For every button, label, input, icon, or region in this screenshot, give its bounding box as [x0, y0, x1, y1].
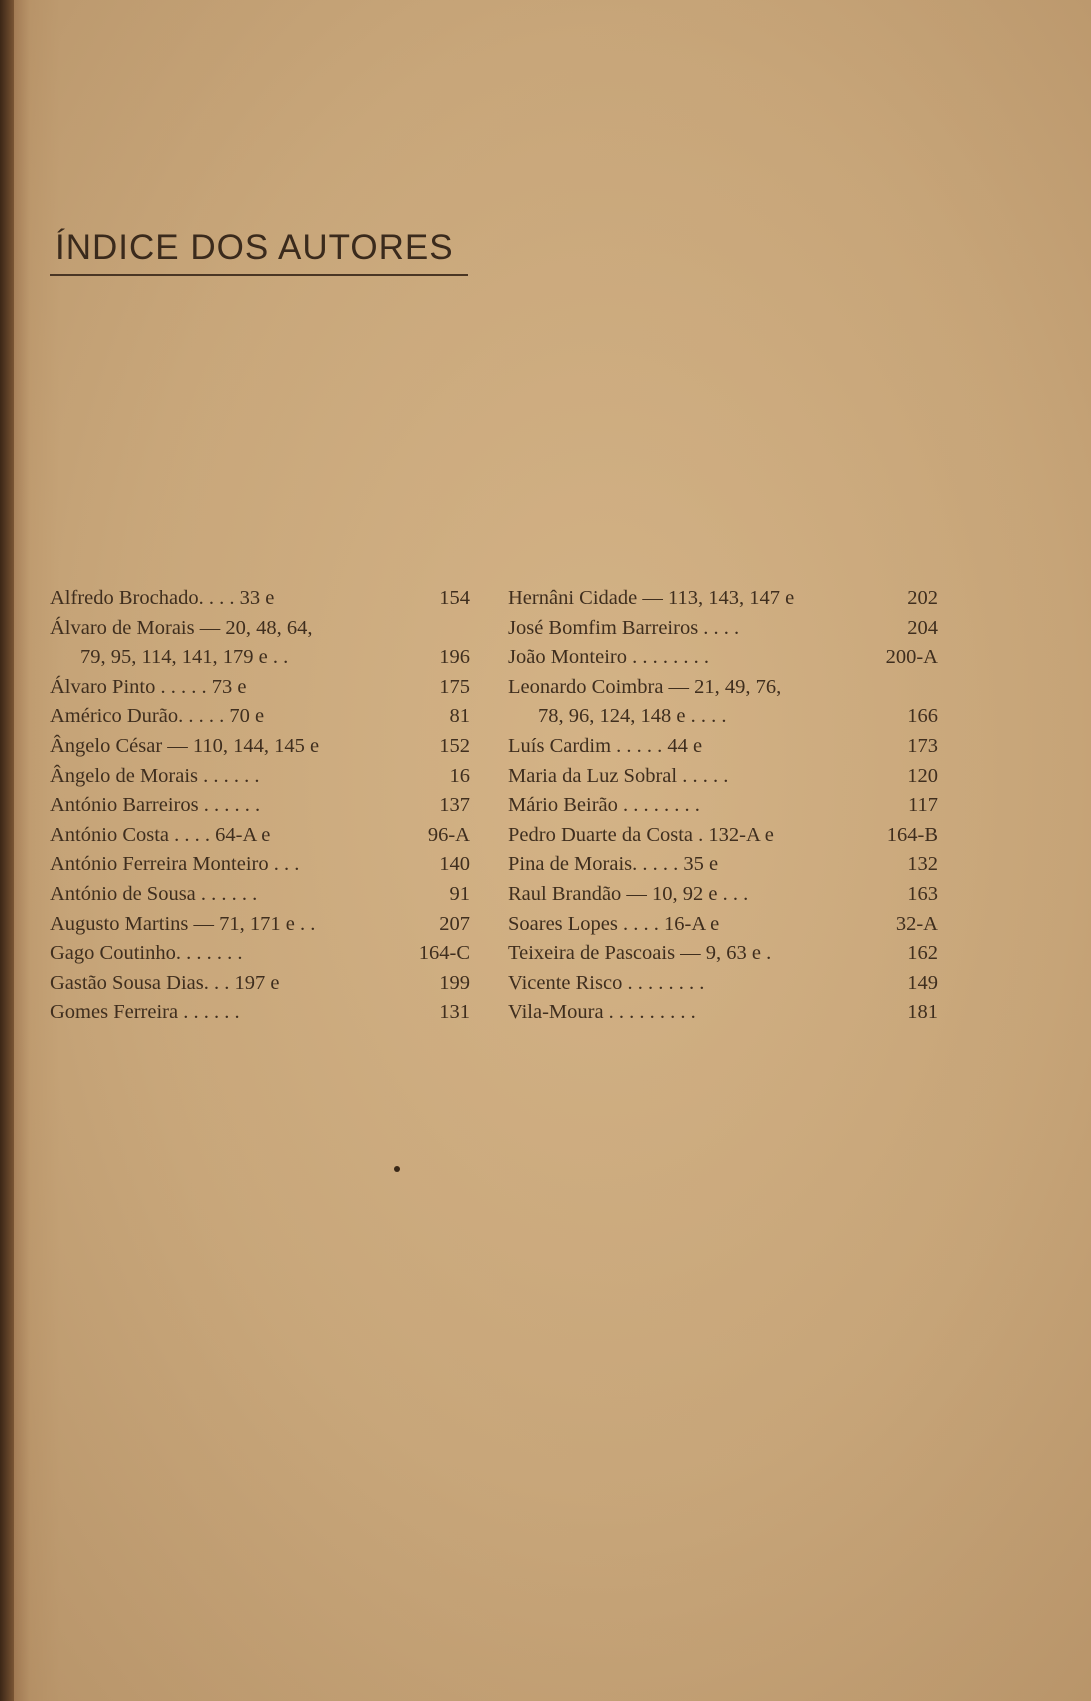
author-name: 78, 96, 124, 148 e . . . . [538, 705, 727, 728]
page-number: 164-C [418, 942, 470, 965]
author-name: Pedro Duarte da Costa . 132-A e [508, 823, 774, 846]
author-name: Gastão Sousa Dias. . . 197 e [50, 971, 280, 994]
page-number: 91 [449, 882, 470, 905]
author-name: António Ferreira Monteiro . . . [50, 853, 300, 876]
author-name: Álvaro Pinto . . . . . 73 e [50, 675, 247, 698]
index-entry [50, 732, 470, 762]
page-title: ÍNDICE DOS AUTORES [55, 228, 454, 267]
author-name: António Costa . . . . 64-A e [50, 823, 271, 846]
page-number: 81 [449, 705, 470, 728]
ink-speck [394, 1166, 400, 1172]
page-number: 204 [907, 616, 938, 639]
page-number: 207 [439, 912, 470, 935]
page-number: 164-B [886, 823, 938, 846]
author-name: Vila-Moura . . . . . . . . . [508, 1001, 696, 1024]
page-number: 140 [439, 853, 470, 876]
index-entry [50, 614, 470, 644]
index-entry [50, 850, 470, 880]
index-entry [508, 850, 938, 880]
author-name: Ângelo de Morais . . . . . . [50, 764, 260, 787]
page-number: 202 [907, 587, 938, 609]
author-name: João Monteiro . . . . . . . . [508, 646, 709, 669]
author-name: António Barreiros . . . . . . [50, 794, 261, 817]
page-number: 152 [439, 734, 470, 757]
index-entry [508, 910, 938, 940]
author-name: Gago Coutinho. . . . . . . [50, 942, 243, 965]
author-name: José Bomfim Barreiros . . . . [508, 616, 740, 639]
index-entry [50, 821, 470, 851]
index-entry [50, 791, 470, 821]
author-name: Raul Brandão — 10, 92 e . . . [508, 882, 749, 905]
page-number: 175 [439, 675, 470, 698]
page-number: 132 [907, 853, 938, 876]
author-name: Hernâni Cidade — 113, 143, 147 e [508, 587, 795, 609]
author-name: 79, 95, 114, 141, 179 e . . [80, 646, 289, 669]
index-entry [508, 762, 938, 792]
index-entry [508, 998, 938, 1028]
index-entry [50, 762, 470, 792]
page-number: 149 [907, 971, 938, 994]
author-index-left-column [50, 584, 470, 1028]
author-name: Soares Lopes . . . . 16-A e [508, 912, 720, 935]
page-number: 181 [907, 1001, 938, 1024]
author-name: Maria da Luz Sobral . . . . . [508, 764, 729, 787]
index-entry [50, 910, 470, 940]
index-entry [508, 880, 938, 910]
author-name: Álvaro de Morais — 20, 48, 64, [50, 616, 313, 639]
author-name: Teixeira de Pascoais — 9, 63 e . [508, 942, 772, 965]
index-entry [50, 998, 470, 1028]
page-number: 154 [439, 587, 470, 609]
page-number: 166 [907, 705, 938, 728]
author-name: Leonardo Coimbra — 21, 49, 76, [508, 675, 782, 698]
page-number: 131 [439, 1001, 470, 1024]
index-entry [508, 791, 938, 821]
index-entry [508, 673, 938, 703]
index-entry [508, 821, 938, 851]
index-entry [508, 643, 938, 673]
page-number: 96-A [427, 823, 470, 846]
index-entry [50, 939, 470, 969]
index-entry [50, 643, 470, 673]
author-name: Augusto Martins — 71, 171 e . . [50, 912, 316, 935]
page-number: 199 [439, 971, 470, 994]
index-entry [508, 969, 938, 999]
index-entry [50, 584, 470, 614]
page-number: 196 [439, 646, 470, 669]
index-entry [50, 702, 470, 732]
page-number: 200-A [885, 646, 938, 669]
page-number: 117 [908, 794, 938, 817]
index-entry [50, 880, 470, 910]
author-name: Pina de Morais. . . . . 35 e [508, 853, 719, 876]
page-number: 120 [907, 764, 938, 787]
index-entry [508, 614, 938, 644]
index-entry [508, 702, 938, 732]
author-name: Alfredo Brochado. . . . 33 e [50, 587, 275, 609]
page-number: 173 [907, 734, 938, 757]
author-name: Vicente Risco . . . . . . . . [508, 971, 705, 994]
page-number: 32-A [895, 912, 938, 935]
author-name: Luís Cardim . . . . . 44 e [508, 734, 703, 757]
index-entry [508, 584, 938, 614]
author-index-right-column [508, 584, 938, 1028]
index-entry [508, 939, 938, 969]
author-name: Américo Durão. . . . . 70 e [50, 705, 265, 728]
author-name: António de Sousa . . . . . . [50, 882, 258, 905]
page-binding-edge [0, 0, 14, 1701]
index-entry [50, 969, 470, 999]
page-number: 16 [449, 764, 470, 787]
author-name: Mário Beirão . . . . . . . . [508, 794, 700, 817]
index-entry [50, 673, 470, 703]
page-number: 137 [439, 794, 470, 817]
author-name: Ângelo César — 110, 144, 145 e [50, 734, 320, 757]
index-entry [508, 732, 938, 762]
title-underline [50, 274, 468, 276]
page-number: 163 [907, 882, 938, 905]
author-name: Gomes Ferreira . . . . . . [50, 1001, 240, 1024]
page-number: 162 [907, 942, 938, 965]
